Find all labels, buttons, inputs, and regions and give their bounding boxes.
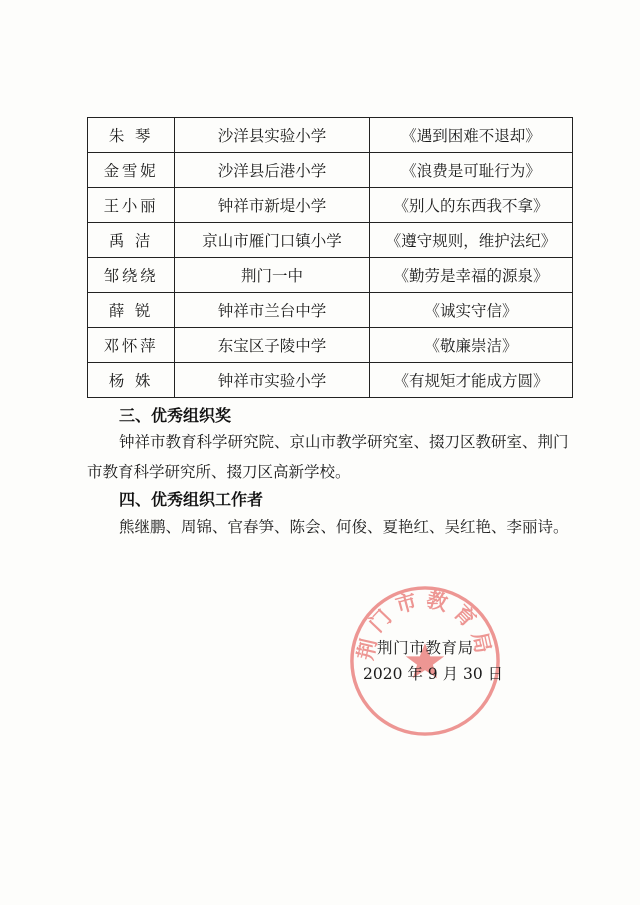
work-title-cell: 《别人的东西我不拿》 <box>370 188 573 223</box>
work-title-cell: 《遇到困难不退却》 <box>370 118 573 153</box>
official-seal-stamp <box>346 582 504 740</box>
school-cell: 钟祥市新堤小学 <box>175 188 370 223</box>
winner-name-cell: 王小丽 <box>88 188 175 223</box>
issuer-name: 荆门市教育局 <box>377 639 474 657</box>
winner-name-cell: 禹 洁 <box>88 223 175 258</box>
section3-text: 钟祥市教育科学研究院、京山市教学研究室、掇刀区教研室、荆门市教育科学研究所、掇刀区高新学校。 <box>87 433 569 481</box>
table-row <box>88 223 573 258</box>
table-row <box>88 363 573 398</box>
school-cell: 沙洋县后港小学 <box>175 153 370 188</box>
school-cell: 沙洋县实验小学 <box>175 118 370 153</box>
table-row <box>88 118 573 153</box>
work-title-cell: 《遵守规则，维护法纪》 <box>370 223 573 258</box>
school-cell: 荆门一中 <box>175 258 370 293</box>
table-row <box>88 153 573 188</box>
school-cell: 钟祥市兰台中学 <box>175 293 370 328</box>
table-row <box>88 188 573 223</box>
section4-text: 熊继鹏、周锦、官春笋、陈会、何俊、夏艳红、吴红艳、李丽诗。 <box>119 518 569 536</box>
work-title-cell: 《勤劳是幸福的源泉》 <box>370 258 573 293</box>
winner-name-cell: 邓怀萍 <box>88 328 175 363</box>
winner-name-cell: 薛 锐 <box>88 293 175 328</box>
svg-text:荆门市教育局: 荆门市教育局 <box>353 587 497 663</box>
school-cell: 东宝区子陵中学 <box>175 328 370 363</box>
winner-name-cell: 杨 姝 <box>88 363 175 398</box>
work-title-cell: 《浪费是可耻行为》 <box>370 153 573 188</box>
issue-date: 2020 年 9 月 30 日 <box>363 665 504 683</box>
awards-table-body <box>88 118 573 398</box>
table-row <box>88 258 573 293</box>
school-cell: 钟祥市实验小学 <box>175 363 370 398</box>
work-title-cell: 《有规矩才能成方圆》 <box>370 363 573 398</box>
school-cell: 京山市雁门口镇小学 <box>175 223 370 258</box>
awards-table <box>87 117 573 398</box>
table-row <box>88 293 573 328</box>
work-title-cell: 《诚实守信》 <box>370 293 573 328</box>
section3-heading: 三、优秀组织奖 <box>119 406 232 425</box>
table-row <box>88 328 573 363</box>
winner-name-cell: 邹绕绕 <box>88 258 175 293</box>
work-title-cell: 《敬廉崇洁》 <box>370 328 573 363</box>
winner-name-cell: 朱 琴 <box>88 118 175 153</box>
winner-name-cell: 金雪妮 <box>88 153 175 188</box>
section4-heading: 四、优秀组织工作者 <box>119 490 264 509</box>
